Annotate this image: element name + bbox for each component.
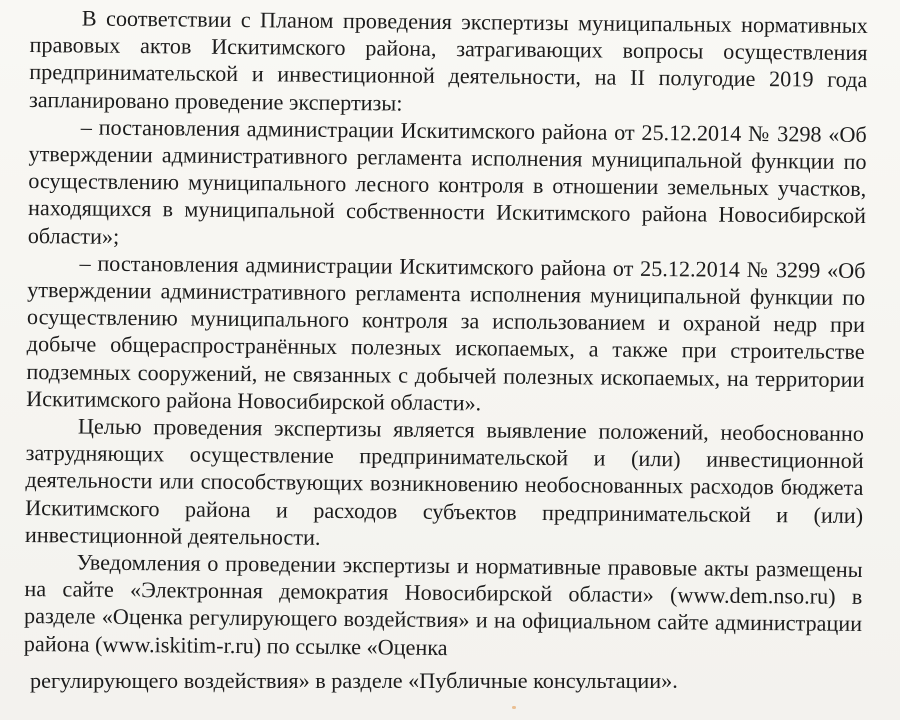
document-body [24,4,868,665]
paper-speck [512,706,516,709]
paragraph-resolution-3299: – постановления администрации Искитимского района от 25.12.2014 № 3299 «Об утверждении административного регламента исполнения муниципальной функции по осуществлению муниципального контроля за использованием и охраной недр при добыче общераспространённых полезных ископаемых, а также при строительстве подземных сооружений, не связанных с добычей полезных ископаемых, на территории Искитимского района Новосибирской области». [26,250,866,416]
paragraph-notices: Уведомления о проведении экспертизы и нормативные правовые акты размещены на сайте «Электронная демократия Новосибирской области» (www.dem.nso.ru) в разделе «Оценка регулирующего воздействия» и на официальном сайте администрации района (www.iskitim-r.ru) по ссылке «Оценка [23,549,863,660]
paragraph-plan: В соответствии с Планом проведения экспертизы муниципальных нормативных правовых актов Искитимского района, затрагивающих вопросы осуществления предпринимательской и инвестиционной деятельности, на II полугодие 2019 года запланировано проведение экспертизы: [28,5,868,116]
paragraph-purpose: Целью проведения экспертизы является выявление положений, необоснованно затрудняющих осуществление предпринимательской и (или) инвестиционной деятельности или способствующих возникновению необоснованных расходов бюджета Искитимского района и расходов субъектов предпринимательской и (или) инвестиционной деятельности. [24,413,865,550]
cut-off-line: регулирующего воздействия» в разделе «Публичные консультации». [30,668,678,693]
paragraph-resolution-3298: – постановления администрации Искитимского района от 25.12.2014 № 3298 «Об утверждении административного регламента исполнения муниципальной функции по осуществлению муниципального лесного контроля в отношении земельных участков, находящихся в муниципальной собственности Искитимского района Новосибирской области»; [27,114,867,249]
cut-off-text-strip [0,668,900,694]
